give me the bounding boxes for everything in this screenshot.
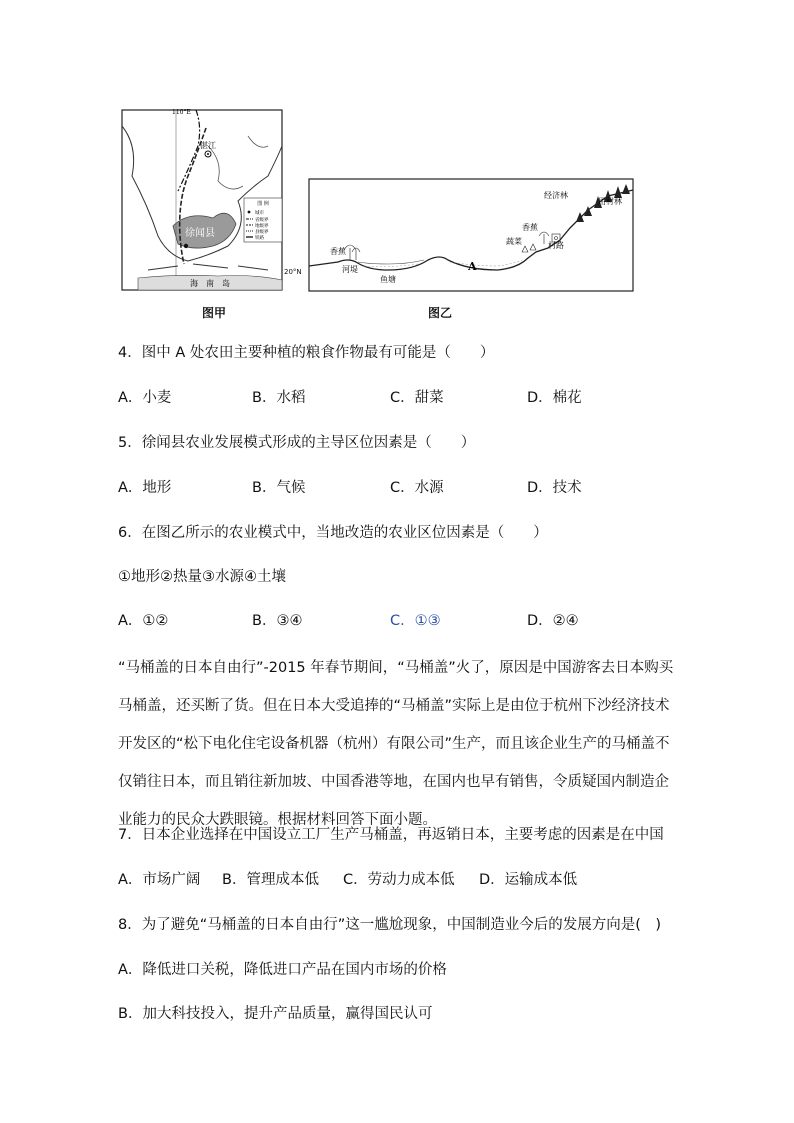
label-river-bank: 河堤 <box>342 265 358 274</box>
label-econ-forest: 经济林 <box>544 191 568 200</box>
q5-option-d: D．技术 <box>527 480 582 496</box>
longitude-label: 110°E <box>172 109 191 116</box>
latitude-label: 20°N <box>284 268 302 276</box>
q6-option-a: A．①② <box>118 613 169 629</box>
q5-option-b: B．气候 <box>252 480 306 496</box>
q7-option-d: D．运输成本低 <box>479 872 578 888</box>
label-banana-left: 香蕉 <box>330 247 346 256</box>
caption-map-a: 图甲 <box>202 306 227 320</box>
q6-option-d: D．②④ <box>527 613 579 629</box>
q5-option-a: A．地形 <box>118 480 172 496</box>
city-label: 湛江 <box>200 141 216 150</box>
q7-option-b: B．管理成本低 <box>222 872 319 888</box>
q4-option-c: C．甜菜 <box>390 390 444 406</box>
question-5-stem: 5．徐闻县农业发展模式形成的主导区位因素是（ ） <box>118 435 476 451</box>
map-xuwen-figure <box>118 106 286 294</box>
label-banana-right: 香蕉 <box>522 223 538 232</box>
question-4-stem: 4．图中 A 处农田主要种植的粮食作物最有可能是（ ） <box>118 345 495 361</box>
q7-option-c: C．劳动力成本低 <box>343 872 455 888</box>
profile-figure <box>308 178 634 292</box>
label-fish-pond: 鱼塘 <box>380 275 396 284</box>
q6-option-c: C．①③ <box>390 613 441 629</box>
legend-item: 县级界 <box>255 230 269 235</box>
legend-item: 城市 <box>255 211 264 216</box>
q6-option-b: B．③④ <box>252 613 303 629</box>
county-label: 徐闻县 <box>185 228 215 239</box>
q5-option-c: C．水源 <box>390 480 444 496</box>
label-village-road: 村路 <box>548 241 564 250</box>
q4-option-b: B．水稻 <box>252 390 306 406</box>
label-vegetable: 蔬菜 <box>506 237 522 246</box>
q7-option-a: A．市场广阔 <box>118 872 201 888</box>
legend-item: 省级界 <box>255 218 269 223</box>
legend-item: 地级界 <box>255 224 269 229</box>
question-8-stem: 8．为了避免“马桶盖的日本自由行”这一尴尬现象，中国制造业今后的发展方向是( ) <box>118 917 662 933</box>
label-point-a: A <box>468 260 477 273</box>
q8-option-a: A．降低进口关税，降低进口产品在国内市场的价格 <box>118 962 447 978</box>
question-6-stem: 6．在图乙所示的农业模式中，当地改造的农业区位因素是（ ） <box>118 525 548 541</box>
label-timber-forest: 用材林 <box>598 197 622 206</box>
question-7-stem: 7．日本企业选择在中国设立工厂生产马桶盖，再返销日本，主要考虑的因素是在中国 <box>118 827 664 843</box>
q4-option-a: A．小麦 <box>118 390 172 406</box>
q4-option-d: D．棉花 <box>527 390 582 406</box>
island-label: 海 南 岛 <box>190 279 230 288</box>
figure-area <box>118 100 638 325</box>
q8-option-b: B．加大科技投入，提升产品质量，赢得国民认可 <box>118 1006 433 1022</box>
reading-passage: “马桶盖的日本自由行”-2015 年春节期间，“马桶盖”火了，原因是中国游客去日本购买马桶盖，还买断了货。但在日本大受追捧的“马桶盖”实际上是由位于杭州下沙经济技术开发区的“松下电化住宅设备机器（杭州）有限公司”生产，而且该企业生产的马桶盖不仅销往日本，而且销往新加坡、中国香港等地，在国内也早有销售，令质疑国内制造企业能力的民众大跌眼镜。根据材料回答下面小题。 <box>118 660 674 828</box>
question-6-sub: ①地形②热量③水源④土壤 <box>118 569 286 585</box>
legend-item: 铁路 <box>255 236 264 241</box>
legend-title: 图 例 <box>257 201 269 207</box>
caption-map-b: 图乙 <box>428 306 453 320</box>
